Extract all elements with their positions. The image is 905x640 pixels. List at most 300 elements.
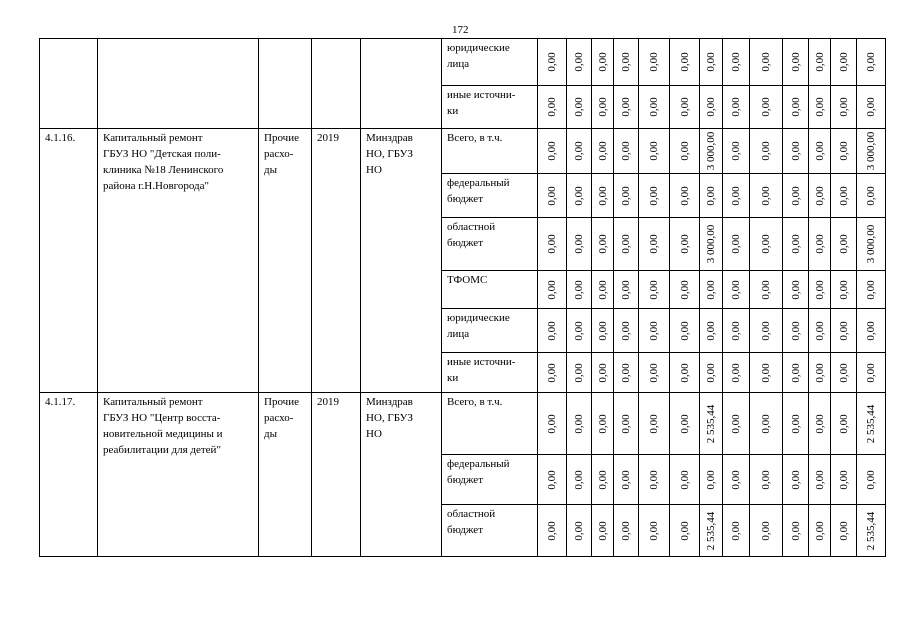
value-cell bbox=[537, 352, 567, 393]
value-cell-text: 0,00 bbox=[813, 97, 826, 117]
row-name bbox=[97, 128, 259, 393]
value-cell bbox=[749, 270, 783, 309]
value-cell bbox=[591, 38, 614, 86]
funding-source-label-text: иные источни- ки bbox=[447, 89, 516, 117]
value-cell-text: 0,00 bbox=[648, 362, 660, 383]
value-cell-text: 3 000,00 bbox=[705, 131, 717, 171]
value-cell bbox=[669, 128, 700, 174]
value-cell-text: 0,00 bbox=[705, 185, 717, 206]
value-cell-text: 3 000,00 bbox=[705, 224, 717, 264]
value-cell bbox=[566, 270, 592, 309]
value-cell bbox=[749, 454, 783, 505]
value-cell-text: 0,00 bbox=[837, 97, 850, 117]
funding-source-label bbox=[441, 85, 538, 129]
value-cell-text: 0,00 bbox=[620, 234, 632, 254]
value-cell-text: 0,00 bbox=[865, 185, 877, 206]
value-cell-text: 0,00 bbox=[730, 141, 742, 161]
value-cell-text: 0,00 bbox=[648, 520, 660, 541]
value-cell-text: 0,00 bbox=[837, 320, 850, 341]
value-cell bbox=[830, 38, 857, 86]
value-cell bbox=[749, 85, 783, 129]
value-cell-text: 0,00 bbox=[620, 52, 632, 72]
value-cell bbox=[808, 352, 831, 393]
value-cell bbox=[749, 38, 783, 86]
value-cell bbox=[591, 504, 614, 557]
value-cell bbox=[808, 504, 831, 557]
value-cell-text: 0,00 bbox=[678, 320, 691, 341]
value-cell bbox=[856, 173, 886, 218]
row-org bbox=[360, 128, 442, 393]
value-cell-text: 0,00 bbox=[730, 362, 742, 383]
row-id bbox=[39, 38, 98, 129]
funding-source-label-text: областной бюджет bbox=[447, 221, 496, 249]
value-cell bbox=[591, 173, 614, 218]
value-cell bbox=[856, 504, 886, 557]
value-cell bbox=[669, 217, 700, 271]
value-cell bbox=[613, 504, 639, 557]
value-cell-text: 0,00 bbox=[789, 320, 802, 341]
value-cell bbox=[591, 217, 614, 271]
funding-source-label-text: ТФОМС bbox=[447, 274, 488, 286]
value-cell bbox=[638, 85, 670, 129]
row-id bbox=[39, 128, 98, 393]
value-cell-text: 3 000,00 bbox=[865, 131, 877, 171]
value-cell bbox=[537, 85, 567, 129]
value-cell bbox=[782, 504, 809, 557]
value-cell bbox=[699, 270, 723, 309]
value-cell-text: 0,00 bbox=[789, 279, 802, 300]
value-cell bbox=[830, 85, 857, 129]
value-cell bbox=[808, 270, 831, 309]
value-cell-text: 0,00 bbox=[546, 520, 558, 541]
value-cell bbox=[722, 38, 750, 86]
value-cell bbox=[699, 38, 723, 86]
value-cell-text: 0,00 bbox=[546, 185, 558, 206]
value-cell-text: 0,00 bbox=[620, 413, 632, 434]
value-cell-text: 0,00 bbox=[620, 97, 632, 117]
row-name bbox=[97, 392, 259, 557]
value-cell-text: 0,00 bbox=[760, 279, 772, 300]
value-cell-text: 0,00 bbox=[573, 362, 585, 383]
value-cell bbox=[669, 173, 700, 218]
row-year bbox=[311, 38, 361, 129]
value-cell-text: 0,00 bbox=[789, 185, 802, 206]
value-cell-text: 0,00 bbox=[620, 520, 632, 541]
value-cell-text: 0,00 bbox=[678, 52, 691, 72]
value-cell bbox=[638, 38, 670, 86]
funding-source-label bbox=[441, 38, 538, 86]
value-cell-text: 0,00 bbox=[678, 520, 691, 541]
value-cell-text: 0,00 bbox=[596, 234, 609, 254]
value-cell-text: 0,00 bbox=[573, 52, 585, 72]
value-cell bbox=[638, 504, 670, 557]
value-cell bbox=[669, 504, 700, 557]
value-cell bbox=[722, 504, 750, 557]
value-cell-text: 0,00 bbox=[837, 234, 850, 254]
value-cell-text: 0,00 bbox=[620, 469, 632, 490]
value-cell-text: 0,00 bbox=[648, 413, 660, 434]
value-cell bbox=[537, 454, 567, 505]
value-cell bbox=[566, 454, 592, 505]
row-type bbox=[258, 38, 312, 129]
value-cell-text: 0,00 bbox=[760, 362, 772, 383]
value-cell bbox=[749, 173, 783, 218]
value-cell bbox=[591, 392, 614, 455]
value-cell bbox=[613, 85, 639, 129]
value-cell-text: 0,00 bbox=[573, 234, 585, 254]
value-cell-text: 0,00 bbox=[760, 52, 772, 72]
value-cell-text: 0,00 bbox=[837, 520, 850, 541]
value-cell-text: 2 535,44 bbox=[705, 511, 717, 550]
value-cell bbox=[699, 173, 723, 218]
row-org bbox=[360, 38, 442, 129]
value-cell-text: 0,00 bbox=[573, 320, 585, 341]
value-cell-text: 0,00 bbox=[546, 234, 558, 254]
value-cell bbox=[722, 128, 750, 174]
value-cell bbox=[830, 173, 857, 218]
value-cell-text: 0,00 bbox=[837, 279, 850, 300]
row-id-text: 4.1.17. bbox=[45, 396, 76, 408]
value-cell-text: 0,00 bbox=[596, 185, 609, 206]
value-cell bbox=[782, 85, 809, 129]
value-cell-text: 0,00 bbox=[837, 469, 850, 490]
value-cell-text: 0,00 bbox=[760, 320, 772, 341]
value-cell bbox=[749, 392, 783, 455]
value-cell bbox=[613, 352, 639, 393]
value-cell-text: 0,00 bbox=[648, 320, 660, 341]
value-cell bbox=[782, 308, 809, 353]
value-cell-text: 0,00 bbox=[678, 413, 691, 434]
value-cell bbox=[638, 270, 670, 309]
value-cell bbox=[669, 85, 700, 129]
value-cell-text: 0,00 bbox=[865, 469, 877, 490]
value-cell-text: 0,00 bbox=[813, 320, 826, 341]
value-cell-text: 0,00 bbox=[678, 469, 691, 490]
value-cell-text: 0,00 bbox=[865, 362, 877, 383]
value-cell-text: 0,00 bbox=[730, 279, 742, 300]
value-cell bbox=[856, 128, 886, 174]
row-type bbox=[258, 392, 312, 557]
row-org-text: Минздрав НО, ГБУЗ НО bbox=[366, 396, 413, 440]
value-cell-text: 0,00 bbox=[648, 279, 660, 300]
row-name-text: Капитальный ремонт ГБУЗ НО "Центр восста- новительной медицины и реабилитации для детей" bbox=[103, 396, 223, 456]
row-year-text: 2019 bbox=[317, 132, 339, 144]
value-cell-text: 0,00 bbox=[573, 97, 585, 117]
row-type bbox=[258, 128, 312, 393]
value-cell-text: 0,00 bbox=[648, 234, 660, 254]
value-cell-text: 0,00 bbox=[760, 520, 772, 541]
value-cell-text: 0,00 bbox=[648, 141, 660, 161]
row-id-text: 4.1.16. bbox=[45, 132, 76, 144]
value-cell bbox=[782, 454, 809, 505]
value-cell bbox=[566, 85, 592, 129]
value-cell bbox=[808, 128, 831, 174]
row-year bbox=[311, 392, 361, 557]
value-cell bbox=[830, 352, 857, 393]
funding-source-label-text: иные источни- ки bbox=[447, 356, 516, 384]
value-cell bbox=[591, 308, 614, 353]
value-cell-text: 0,00 bbox=[813, 279, 826, 300]
value-cell bbox=[699, 392, 723, 455]
value-cell-text: 0,00 bbox=[573, 141, 585, 161]
value-cell-text: 0,00 bbox=[730, 520, 742, 541]
value-cell-text: 0,00 bbox=[648, 52, 660, 72]
value-cell bbox=[749, 308, 783, 353]
value-cell-text: 0,00 bbox=[837, 141, 850, 161]
value-cell-text: 0,00 bbox=[705, 320, 717, 341]
value-cell bbox=[566, 38, 592, 86]
value-cell-text: 0,00 bbox=[596, 97, 609, 117]
value-cell-text: 0,00 bbox=[546, 97, 558, 117]
value-cell bbox=[566, 352, 592, 393]
value-cell bbox=[808, 308, 831, 353]
value-cell bbox=[613, 38, 639, 86]
value-cell bbox=[722, 85, 750, 129]
value-cell bbox=[638, 308, 670, 353]
value-cell bbox=[782, 173, 809, 218]
value-cell-text: 0,00 bbox=[546, 413, 558, 434]
value-cell-text: 0,00 bbox=[620, 362, 632, 383]
value-cell-text: 0,00 bbox=[730, 97, 742, 117]
value-cell-text: 0,00 bbox=[648, 185, 660, 206]
value-cell bbox=[591, 128, 614, 174]
value-cell-text: 0,00 bbox=[678, 97, 691, 117]
value-cell-text: 0,00 bbox=[837, 52, 850, 72]
value-cell-text: 0,00 bbox=[813, 469, 826, 490]
value-cell-text: 0,00 bbox=[678, 141, 691, 161]
row-year bbox=[311, 128, 361, 393]
value-cell-text: 0,00 bbox=[789, 234, 802, 254]
value-cell bbox=[808, 217, 831, 271]
value-cell-text: 0,00 bbox=[678, 279, 691, 300]
row-org bbox=[360, 392, 442, 557]
value-cell bbox=[613, 173, 639, 218]
value-cell bbox=[782, 38, 809, 86]
value-cell-text: 0,00 bbox=[705, 469, 717, 490]
value-cell-text: 2 535,44 bbox=[865, 511, 877, 550]
value-cell bbox=[808, 392, 831, 455]
funding-source-label bbox=[441, 128, 538, 174]
value-cell-text: 2 535,44 bbox=[865, 404, 877, 443]
value-cell-text: 0,00 bbox=[760, 97, 772, 117]
funding-source-label-text: федеральный бюджет bbox=[447, 458, 510, 486]
value-cell bbox=[856, 270, 886, 309]
value-cell bbox=[613, 270, 639, 309]
value-cell bbox=[856, 392, 886, 455]
value-cell bbox=[566, 173, 592, 218]
value-cell bbox=[537, 38, 567, 86]
value-cell bbox=[613, 454, 639, 505]
value-cell-text: 0,00 bbox=[789, 52, 802, 72]
value-cell-text: 0,00 bbox=[648, 469, 660, 490]
value-cell bbox=[782, 128, 809, 174]
value-cell-text: 0,00 bbox=[813, 413, 826, 434]
value-cell-text: 0,00 bbox=[678, 185, 691, 206]
value-cell-text: 0,00 bbox=[546, 52, 558, 72]
value-cell bbox=[830, 504, 857, 557]
value-cell bbox=[613, 308, 639, 353]
value-cell-text: 0,00 bbox=[705, 362, 717, 383]
value-cell-text: 0,00 bbox=[760, 234, 772, 254]
value-cell-text: 0,00 bbox=[596, 141, 609, 161]
value-cell-text: 0,00 bbox=[546, 320, 558, 341]
value-cell bbox=[699, 352, 723, 393]
value-cell bbox=[722, 308, 750, 353]
row-id bbox=[39, 392, 98, 557]
value-cell-text: 0,00 bbox=[596, 320, 609, 341]
funding-source-label bbox=[441, 352, 538, 393]
value-cell bbox=[669, 38, 700, 86]
value-cell bbox=[638, 173, 670, 218]
value-cell bbox=[669, 392, 700, 455]
value-cell-text: 0,00 bbox=[730, 320, 742, 341]
value-cell-text: 0,00 bbox=[546, 279, 558, 300]
value-cell-text: 0,00 bbox=[678, 362, 691, 383]
funding-source-label bbox=[441, 392, 538, 455]
value-cell-text: 0,00 bbox=[705, 97, 717, 117]
value-cell-text: 0,00 bbox=[596, 469, 609, 490]
value-cell bbox=[537, 217, 567, 271]
value-cell bbox=[699, 308, 723, 353]
value-cell-text: 0,00 bbox=[730, 234, 742, 254]
value-cell bbox=[830, 392, 857, 455]
value-cell bbox=[722, 352, 750, 393]
value-cell bbox=[749, 352, 783, 393]
value-cell bbox=[808, 173, 831, 218]
value-cell bbox=[699, 85, 723, 129]
value-cell bbox=[722, 270, 750, 309]
value-cell-text: 0,00 bbox=[546, 362, 558, 383]
row-name bbox=[97, 38, 259, 129]
value-cell bbox=[669, 270, 700, 309]
value-cell bbox=[830, 128, 857, 174]
funding-source-label-text: областной бюджет bbox=[447, 508, 496, 536]
value-cell bbox=[537, 173, 567, 218]
value-cell bbox=[722, 454, 750, 505]
funding-source-label bbox=[441, 454, 538, 505]
value-cell bbox=[591, 270, 614, 309]
value-cell-text: 0,00 bbox=[837, 185, 850, 206]
value-cell-text: 0,00 bbox=[596, 52, 609, 72]
value-cell-text: 3 000,00 bbox=[865, 224, 877, 264]
value-cell bbox=[566, 504, 592, 557]
value-cell bbox=[722, 173, 750, 218]
value-cell-text: 0,00 bbox=[789, 141, 802, 161]
value-cell bbox=[699, 504, 723, 557]
value-cell bbox=[537, 308, 567, 353]
value-cell-text: 0,00 bbox=[573, 279, 585, 300]
value-cell-text: 0,00 bbox=[837, 413, 850, 434]
value-cell-text: 0,00 bbox=[789, 413, 802, 434]
value-cell-text: 0,00 bbox=[596, 520, 609, 541]
value-cell bbox=[537, 504, 567, 557]
value-cell-text: 0,00 bbox=[789, 97, 802, 117]
value-cell-text: 0,00 bbox=[620, 185, 632, 206]
value-cell bbox=[638, 392, 670, 455]
value-cell-text: 0,00 bbox=[596, 362, 609, 383]
funding-source-label bbox=[441, 308, 538, 353]
value-cell-text: 0,00 bbox=[813, 141, 826, 161]
value-cell bbox=[808, 38, 831, 86]
value-cell bbox=[782, 217, 809, 271]
value-cell-text: 0,00 bbox=[573, 413, 585, 434]
value-cell bbox=[699, 454, 723, 505]
value-cell bbox=[591, 85, 614, 129]
value-cell-text: 0,00 bbox=[760, 469, 772, 490]
value-cell-text: 0,00 bbox=[573, 185, 585, 206]
funding-source-label-text: Всего, в т.ч. bbox=[447, 396, 503, 408]
value-cell bbox=[669, 352, 700, 393]
value-cell-text: 0,00 bbox=[813, 185, 826, 206]
value-cell bbox=[537, 128, 567, 174]
funding-source-label bbox=[441, 504, 538, 557]
value-cell bbox=[566, 392, 592, 455]
value-cell bbox=[722, 217, 750, 271]
value-cell-text: 0,00 bbox=[865, 52, 877, 72]
value-cell-text: 0,00 bbox=[620, 279, 632, 300]
value-cell bbox=[808, 454, 831, 505]
value-cell-text: 0,00 bbox=[865, 279, 877, 300]
value-cell bbox=[613, 392, 639, 455]
value-cell bbox=[591, 454, 614, 505]
value-cell bbox=[782, 392, 809, 455]
value-cell bbox=[808, 85, 831, 129]
value-cell bbox=[537, 270, 567, 309]
value-cell-text: 0,00 bbox=[620, 320, 632, 341]
value-cell-text: 0,00 bbox=[837, 362, 850, 383]
value-cell bbox=[669, 308, 700, 353]
value-cell-text: 0,00 bbox=[760, 413, 772, 434]
value-cell bbox=[566, 128, 592, 174]
value-cell-text: 0,00 bbox=[730, 52, 742, 72]
value-cell bbox=[856, 85, 886, 129]
value-cell bbox=[566, 308, 592, 353]
value-cell-text: 0,00 bbox=[648, 97, 660, 117]
value-cell bbox=[638, 128, 670, 174]
funding-source-label-text: юридические лица bbox=[447, 42, 510, 70]
value-cell-text: 0,00 bbox=[730, 469, 742, 490]
value-cell-text: 0,00 bbox=[546, 141, 558, 161]
value-cell bbox=[749, 217, 783, 271]
value-cell bbox=[856, 454, 886, 505]
value-cell bbox=[638, 454, 670, 505]
funding-source-label bbox=[441, 217, 538, 271]
value-cell-text: 0,00 bbox=[620, 141, 632, 161]
value-cell bbox=[856, 352, 886, 393]
value-cell bbox=[699, 128, 723, 174]
funding-source-label-text: юридические лица bbox=[447, 312, 510, 340]
value-cell-text: 0,00 bbox=[813, 234, 826, 254]
value-cell-text: 0,00 bbox=[865, 320, 877, 341]
row-type-text: Прочие расхо- ды bbox=[264, 132, 299, 176]
value-cell-text: 0,00 bbox=[813, 362, 826, 383]
value-cell-text: 2 535,44 bbox=[705, 404, 717, 443]
value-cell-text: 0,00 bbox=[760, 141, 772, 161]
value-cell bbox=[856, 308, 886, 353]
value-cell bbox=[782, 352, 809, 393]
value-cell-text: 0,00 bbox=[813, 52, 826, 72]
value-cell bbox=[591, 352, 614, 393]
value-cell-text: 0,00 bbox=[705, 279, 717, 300]
value-cell bbox=[613, 217, 639, 271]
value-cell bbox=[830, 454, 857, 505]
funding-source-label-text: Всего, в т.ч. bbox=[447, 132, 503, 144]
value-cell bbox=[613, 128, 639, 174]
value-cell bbox=[749, 128, 783, 174]
page-number: 172 bbox=[452, 24, 469, 36]
value-cell bbox=[699, 217, 723, 271]
value-cell bbox=[782, 270, 809, 309]
